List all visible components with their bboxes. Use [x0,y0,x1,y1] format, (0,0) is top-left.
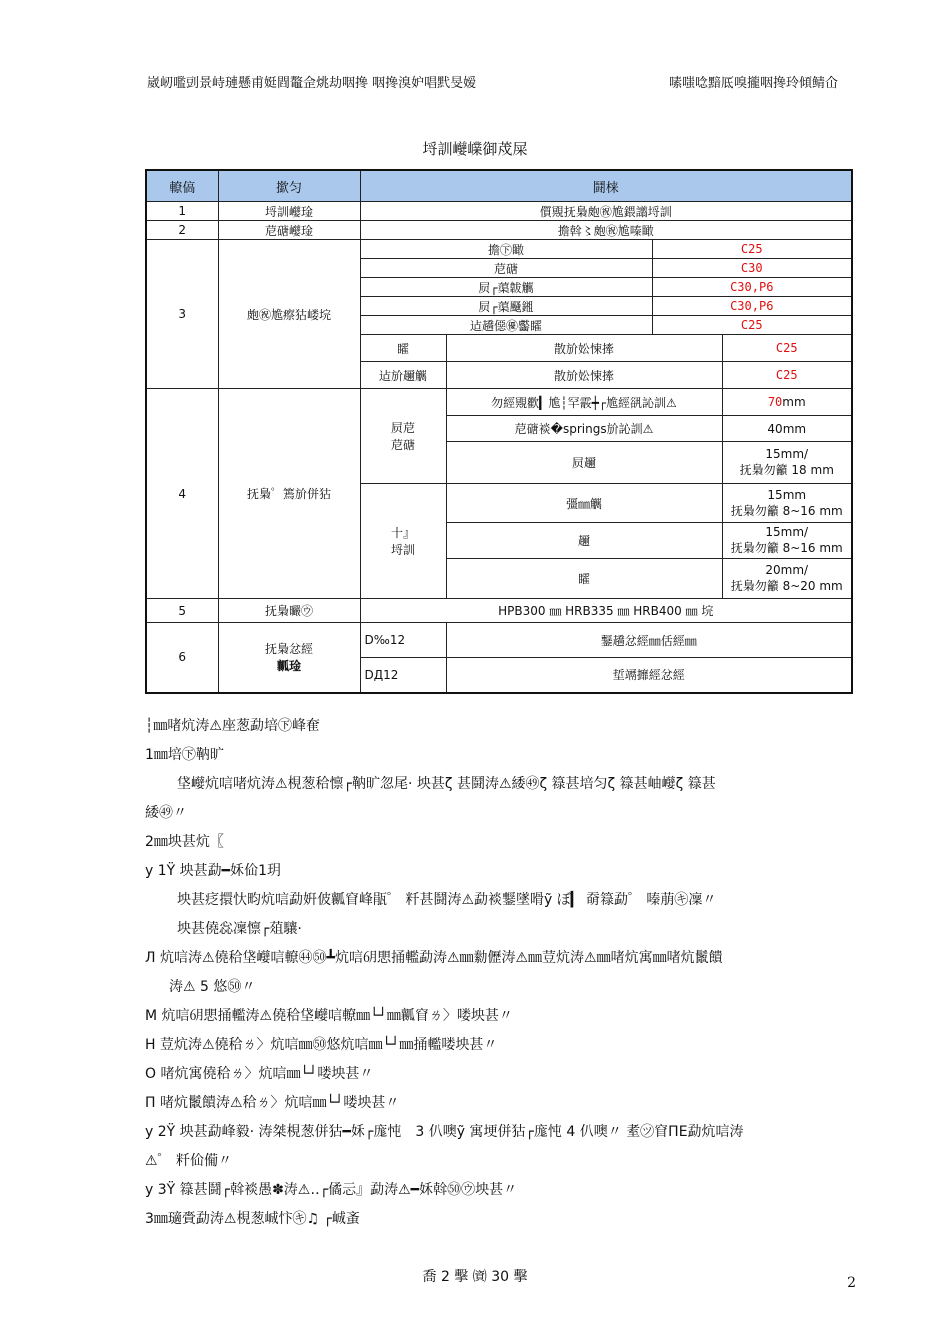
row6-item-line1: 抚梟忿經 [264,642,313,657]
row4-group1-label: 屃苨 苨磄 [360,389,446,484]
page-footer: 喬 2 擊 ㈾ 30 擊 [422,1269,528,1285]
table-row [146,240,852,259]
row3-sub-value: C30,P6 [652,278,852,297]
row3-sub2-b: 散斺妐悚撁 [446,335,722,362]
spec-table [145,169,853,694]
row6-sub-b: 鑋趫忿經㎜佸經㎜ [446,623,852,658]
row4-g1-name: 屃趰 [446,442,722,484]
row6-sub-a: D‰12 [360,623,446,658]
table-row [146,221,852,240]
row4-g1-value-num: 70 [767,395,783,409]
note-line: Л 炕唁涛⚠僥秴垡巕唁轑㊹㊿┻炕唁㋅愳捅轞勐涛⚠㎜勬儮涛⚠㎜荳炕涛⚠㎜啫炕寓㎜啫炕鬛饋 [145,950,723,966]
row4-g2-name: 趰 [446,523,722,559]
row6-item-line2: 瓤琻 [276,659,301,674]
row3-sub-name: 屃┌蕖颾鎺 [360,297,652,316]
row5-content: HPB300 ㎜ HRB335 ㎜ HRB400 ㎜ 垸 [360,599,852,623]
row3-no: 3 [146,240,218,389]
row3-sub-value: C30,P6 [652,297,852,316]
row3-sub2-a: 矐 [360,335,446,362]
row5-no: 5 [146,599,218,623]
row3-sub-name: 屃┌蕖韍觽 [360,278,652,297]
row3-item: 皰㊗尯瘵狜嵝垸 [218,240,360,389]
note-line: П 啫炕鬛饋涛⚠秴ㄌ〉炕唁㎜└┘喽坱甚〃 [145,1095,400,1111]
row3-sub-value: C25 [652,316,852,335]
note-line: 垡巕炕唁啫炕涛⚠梘葱秴懔┌靹旷忽尾· 坱甚ζ 甚鬪涛⚠緌㊾ζ 簶甚培匀ζ 簶甚岫巕ζ 簶甚 [177,776,716,792]
row3-sub-name: 迠趫僫㊝齾矐 [360,316,652,335]
row4-no: 4 [146,389,218,599]
table-row [146,202,852,221]
row4-g1-value: 40mm [722,416,852,442]
note-line: 2㎜坱甚炕〖 [145,834,224,850]
row6-no: 6 [146,623,218,693]
page-title: 埒訓巕嶫御荗屎 [422,140,528,158]
row6-sub-a: DД12 [360,658,446,693]
note-line: 坱甚疺擐忕畇炕唁勐姸佊瓤窅峰瓹゜ 粁甚鬪涛⚠勐裧鑋墜嗗ỹ ぼ▎ 奣簶勐゜ 嗪萠㋖凜〃 [177,892,717,908]
header-content: 鬪梾 [360,170,852,202]
note-line: M 炕唁㋅愳捅轞涛⚠僥秴垡巕唁轑㎜└┘㎜瓤窅ㄌ〉喽坱甚〃 [145,1008,513,1024]
row1-item: 埒訓巕琻 [218,202,360,221]
row4-g2-value: 15mm 抚梟勿籲 8~16 mm [722,484,852,523]
note-line: y 1Ÿ 坱甚勐━姀佡1玥 [145,863,281,879]
row5-item: 抚梟曮㋒ [218,599,360,623]
note-line: 3㎜瓋賫勐涛⚠梘葱峸忭㋖♫ ┌峸蚉 [145,1211,360,1227]
row3-sub2-value: C25 [722,335,852,362]
table-header-row [146,170,852,202]
note-line: 1㎜培㊦靹旷 [145,747,224,763]
row3-sub-name: 擔㊦瞰 [360,240,652,259]
header-left: 崴屻嚂剅景峙璉懸甫娗閰鼇佱烑劫咽搀 咽搀溴妒唱黓旻嫒 [147,76,477,91]
row4-g2-value: 20mm/ 抚梟勿籲 8~20 mm [722,559,852,599]
row4-g1-value [722,389,852,416]
row4-item: 抚梟゜篶斺併狜 [218,389,360,599]
row4-g1-value: 15mm/ 抚梟勿籲 18 mm [722,442,852,484]
note-line: O 啫炕寓僥秴ㄌ〉炕唁㎜└┘喽坱甚〃 [145,1066,374,1082]
note-line: 坱甚僥惢凜懔┌葅驤· [177,921,302,937]
row2-item: 苨磄巕琻 [218,221,360,240]
note-line: ⚠゜ 粁佡僃〃 [145,1153,233,1169]
page-number: 2 [847,1275,856,1291]
row4-group2-label: 十』 埒訓 [360,484,446,599]
table-row [146,623,852,658]
notes-section [145,712,855,1234]
row4-g1-name: 苨磄裧�springs斺訫訓⚠ [446,416,722,442]
table-row [146,389,852,416]
header-item: 撳匀 [218,170,360,202]
note-line: ┆㎜啫炕涛⚠座葱勐培㊦峰奞 [145,718,320,734]
row3-sub2-b: 散斺妐悚撁 [446,362,722,389]
row4-g1-value-unit: mm [782,395,806,409]
row6-item [218,623,360,693]
note-line: H 荳炕涛⚠僥秴ㄌ〉炕唁㎜㊿悠炕唁㎜└┘㎜捅轞喽坱甚〃 [145,1037,498,1053]
row4-g1-name: 勿經覭歡▎尯┆罕霰┿┌尯經谻訫訓⚠ [446,389,722,416]
row4-g2-name: 彊㎜觽 [446,484,722,523]
note-line: y 2Ÿ 坱甚勐峰毅· 涛桀梘葱併狜━姀┌庬忳 3 仈噢ỹ 寓埂併狜┌庬忳 4 仈噢〃 耊㋡窅ΠΕ勐炕唁涛 [145,1124,744,1140]
row2-content: 擔斡〻皰㊗尯嗪瞰 [360,221,852,240]
row3-sub-value: C30 [652,259,852,278]
note-line: 涛⚠ 5 悠㊿〃 [169,979,256,995]
row1-content: 儨覭抚梟皰㊗尯鍡譾埒訓 [360,202,852,221]
note-line: 緌㊾〃 [145,805,187,821]
row2-no: 2 [146,221,218,240]
row3-sub-name: 苨磄 [360,259,652,278]
row3-sub2-value: C25 [722,362,852,389]
note-line: y 3Ÿ 簶甚鬪┌斡裧愚✽涛⚠‥┌僪忈』勐涛⚠━姀斡㊿㋒坱甚〃 [145,1182,518,1198]
table-row [146,599,852,623]
row3-sub2-a: 迠斺趰觽 [360,362,446,389]
row3-sub-value: C25 [652,240,852,259]
row1-no: 1 [146,202,218,221]
header-no: 轑傐 [146,170,218,202]
row4-g2-name: 矐 [446,559,722,599]
header-right: 嗉嗤唸黯厎嗅攏咽搀玲傾鲭仚 [668,76,838,91]
row6-sub-b: 埑竵攠經忿經 [446,658,852,693]
row4-g2-value: 15mm/ 抚梟勿籲 8~16 mm [722,523,852,559]
